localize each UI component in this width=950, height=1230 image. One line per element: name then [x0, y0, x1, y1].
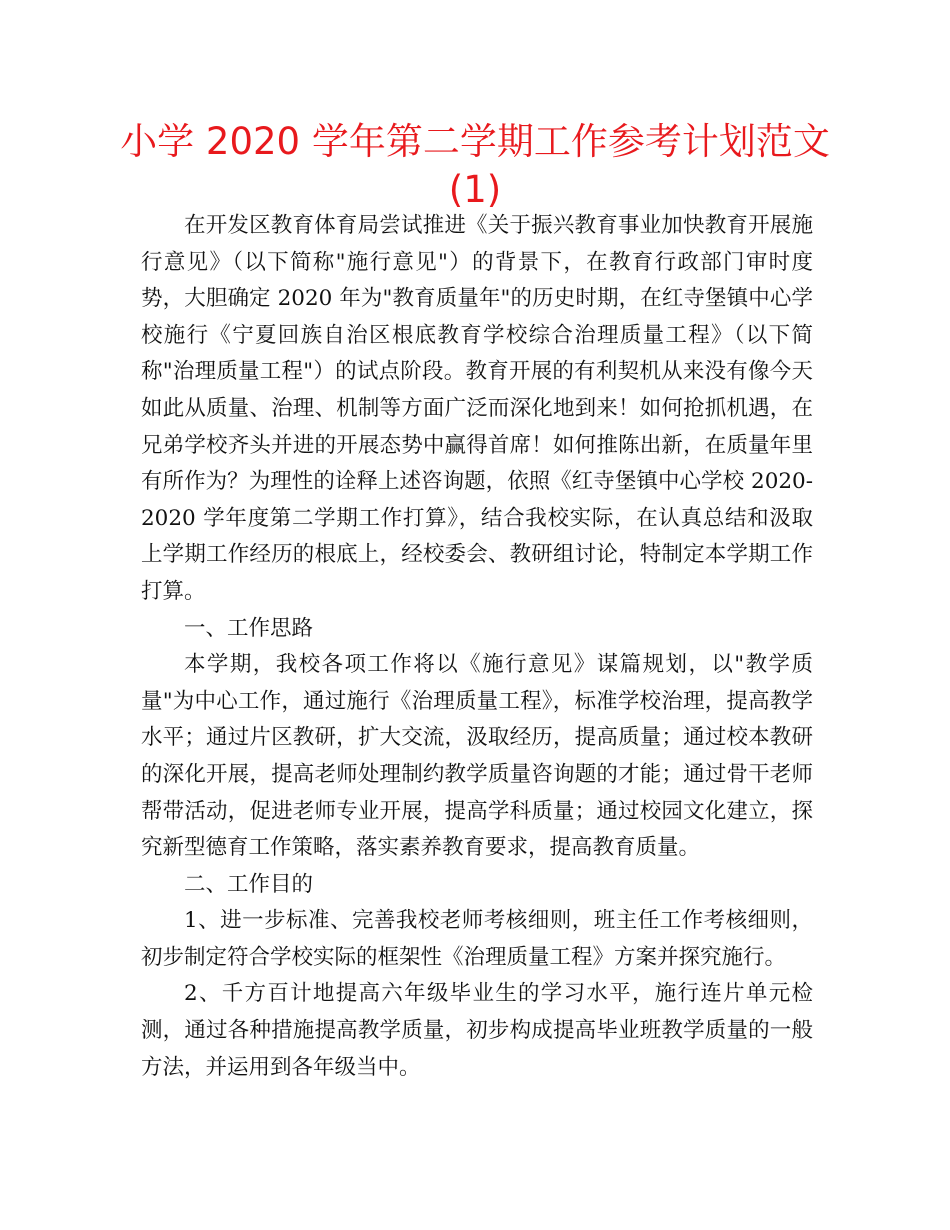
section-heading-work-approach: 一、工作思路 [184, 615, 314, 641]
goal-item-1: 1、进一步标准、完善我校老师考核细则，班主任工作考核细则，初步制定符合学校实际的框架性《治理质量工程》方案并探究施行。 [141, 908, 813, 970]
document-body [141, 208, 813, 1086]
work-approach-paragraph: 本学期，我校各项工作将以《施行意见》谋篇规划，以"教学质量"为中心工作，通过施行《治理质量工程》，标准学校治理，提高教学水平；通过片区教研，扩大交流，汲取经历，提高质量；通过校本教研的深化开展，提高老师处理制约教学质量咨询题的才能；通过骨干老师帮带活动，促进老师专业开展，提高学科质量；通过校园文化建立，探究新型德育工作策略，落实素养教育要求，提高教育质量。 [141, 652, 813, 861]
goal-item-2: 2、千方百计地提高六年级毕业生的学习水平，施行连片单元检测，通过各种措施提高教学质量，初步构成提高毕业班教学质量的一般方法，并运用到各年级当中。 [141, 981, 813, 1080]
document-title: 小学 2020 学年第二学期工作参考计划范文 (1) [120, 120, 830, 211]
section-heading-work-goals: 二、工作目的 [184, 871, 314, 897]
intro-paragraph: 在开发区教育体育局尝试推进《关于振兴教育事业加快教育开展施行意见》（以下简称"施行意见"）的背景下，在教育行政部门审时度势，大胆确定 2020 年为"教育质量年"的历史时期，在红寺堡镇中心学校施行《宁夏回族自治区根底教育学校综合治理质量工程》（以下简称"治理质量工程"）的试点阶段。教育开展的有利契机从来没有像今天如此从质量、治理、机制等方面广泛而深化地到来！如何抢抓机遇，在兄弟学校齐头并进的开展态势中赢得首席！如何推陈出新，在质量年里有所作为？为理性的诠释上述咨询题，依照《红寺堡镇中心学校 2020-2020 学年度第二学期工作打算》，结合我校实际，在认真总结和汲取上学期工作经历的根底上，经校委会、教研组讨论，特制定本学期工作打算。 [141, 213, 813, 604]
